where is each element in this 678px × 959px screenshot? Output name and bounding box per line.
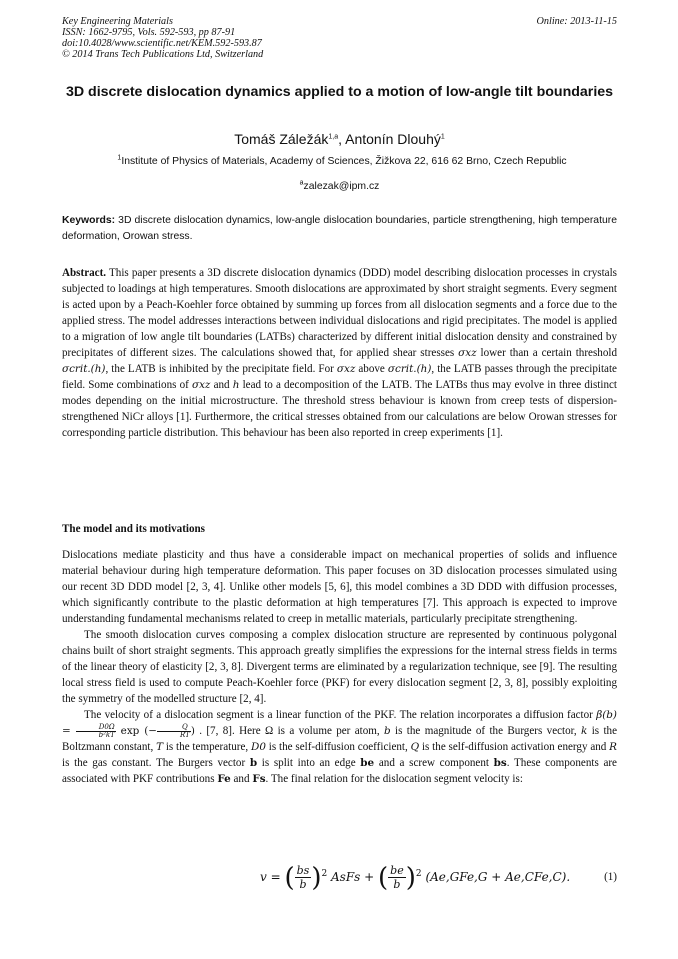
math-exp: exp bbox=[115, 725, 140, 737]
author-line bbox=[62, 131, 617, 147]
math-sigma-xz: σxz bbox=[336, 363, 356, 375]
math-vector: bs bbox=[493, 757, 507, 769]
author-name: Tomáš Záležák bbox=[234, 131, 329, 147]
eq-paren-left: ( bbox=[378, 862, 389, 893]
paragraph-text: The velocity of a dislocation segment is a linear function of the PKF. The relation incorporates a diffusion factor bbox=[84, 709, 597, 721]
math-h: h bbox=[232, 379, 240, 391]
math-vector: Fs bbox=[252, 773, 266, 785]
abstract-text: lower than a certain threshold bbox=[476, 347, 617, 359]
author-superscript: 1 bbox=[440, 133, 445, 141]
keywords-label: Keywords: bbox=[62, 215, 116, 226]
math-sigma-xz: σxz bbox=[458, 347, 477, 359]
affiliation-text: Institute of Physics of Materials, Academy of Sciences, Žižkova 22, 616 62 Brno, Czech Republic bbox=[121, 156, 567, 167]
author-superscript: 1,a bbox=[328, 133, 339, 141]
math-var: Q bbox=[410, 741, 420, 753]
math-var: T bbox=[156, 741, 164, 753]
eq-denominator: b bbox=[299, 878, 307, 891]
paragraph-text: is split into an edge bbox=[257, 757, 361, 769]
eq-exponent: 2 bbox=[415, 869, 422, 879]
online-date: Online: 2013-11-15 bbox=[536, 16, 617, 27]
email-superscript: a bbox=[299, 179, 304, 187]
math-beta: β(b) bbox=[596, 709, 617, 721]
running-header bbox=[62, 16, 617, 60]
fraction-denominator: RT bbox=[179, 730, 190, 739]
paragraph: Dislocations mediate plasticity and thus have a considerable impact on mechanical properties of solids and influence material behaviour during high temperature deformation. This paper focuses on 3D dislocation processes simulated using our recent 3D DDD model [2, 3, 4]. Unlike other models [5, 6], this model combines a 3D DDD with diffusion processes, which significantly contribute to the plastic deformation at high temperatures [7]. This approach is expected to improve understanding fundamental mechanisms related to creep in metallic materials, particularly precipitate strengthening. bbox=[62, 549, 617, 625]
paragraph-text: is the gas constant. The Burgers vector bbox=[62, 757, 250, 769]
author-name: Antonín Dlouhý bbox=[345, 131, 441, 147]
author-separator: , bbox=[338, 131, 346, 147]
email-address[interactable]: zalezak@ipm.cz bbox=[303, 181, 380, 192]
copyright-line: © 2014 Trans Tech Publications Ltd, Switzerland bbox=[62, 49, 264, 60]
paragraph: The smooth dislocation curves composing a complex dislocation structure are represented by continuous polygonal chains built of short straight segments. This approach greatly simplifies the expressions for the internal stress fields in terms of the linear theory of elasticity [2, 3, 8]. Divergent terms are eliminated by a regularization technique, see [9]. The resulting local stress field is used to compute Peach-Koehler force (PKF) for every dislocation segment [2, 3, 8], possibly exploiting the symmetry of the modelled structure [2, 4]. bbox=[62, 629, 617, 705]
paragraph-text: is the temperature, bbox=[163, 741, 252, 753]
email-line bbox=[62, 180, 617, 193]
abstract-text: and bbox=[210, 379, 233, 391]
journal-name: Key Engineering Materials bbox=[62, 16, 173, 27]
abstract-text: lead to a decomposition of the LATB. The LATBs thus may evolve in three distinct modes depending on the initial microstructure. The threshold stress behaviour is known from creep tests of dispersion-strengthened NiCr alloys [1]. Furthermore, the critical stresses obtained from our calculations are below Orowan stresses for corresponding particle distribution. This behaviour has been also reported in creep experiments [1]. bbox=[62, 379, 617, 439]
doi-line: doi:10.4028/www.scientific.net/KEM.592-593.87 bbox=[62, 38, 262, 49]
abstract-text: , the LATB is inhibited by the precipitate field. For bbox=[105, 363, 337, 375]
math-vector: be bbox=[360, 757, 375, 769]
math-fraction bbox=[76, 724, 116, 739]
eq-fraction bbox=[295, 864, 312, 891]
math-var: b bbox=[384, 725, 391, 737]
eq-numerator: bs bbox=[296, 864, 310, 877]
affiliation bbox=[62, 155, 622, 168]
eq-paren-left: ( bbox=[284, 862, 295, 893]
paper-title: 3D discrete dislocation dynamics applied to a motion of low-angle tilt boundaries bbox=[65, 84, 614, 100]
math-paren: (− bbox=[139, 725, 157, 737]
math-vector: Fe bbox=[217, 773, 231, 785]
eq-fraction bbox=[388, 864, 406, 891]
math-paren: ) bbox=[190, 725, 195, 737]
eq-term: (Ae,GFe,G + Ae,CFe,C). bbox=[421, 870, 571, 884]
math-sigma-crit: σcrit.(h) bbox=[387, 363, 432, 375]
eq-paren-right: ) bbox=[405, 862, 416, 893]
keywords bbox=[62, 213, 617, 245]
fraction-denominator: b²kT bbox=[98, 730, 115, 739]
paragraph-text: is the Boltzmann constant, bbox=[62, 725, 617, 753]
paragraph bbox=[62, 707, 617, 787]
issn-line: ISSN: 1662-9795, Vols. 592-593, pp 87-91 bbox=[62, 27, 236, 38]
paragraph-text: is the self-diffusion activation energy and bbox=[419, 741, 610, 753]
equation-1 bbox=[62, 858, 617, 906]
math-var: D0 bbox=[251, 741, 266, 753]
math-var: k bbox=[581, 725, 588, 737]
eq-exponent: 2 bbox=[321, 869, 328, 879]
section-heading: The model and its motivations bbox=[62, 523, 205, 535]
eq-numerator: be bbox=[390, 864, 404, 877]
equation-expression bbox=[260, 864, 570, 891]
eq-term: AsFs + bbox=[327, 870, 379, 884]
eq-paren-right: ) bbox=[311, 862, 322, 893]
paragraph-text: is the self-diffusion coefficient, bbox=[265, 741, 411, 753]
abstract-text: above bbox=[355, 363, 388, 375]
fraction-numerator: Q bbox=[157, 724, 191, 732]
eq-denominator: b bbox=[393, 878, 401, 891]
math-var: R bbox=[609, 741, 617, 753]
equation-number: (1) bbox=[604, 871, 617, 883]
paragraph-text: . These components are associated with PKF contributions bbox=[62, 757, 617, 785]
paragraph-text: and bbox=[230, 773, 253, 785]
math-vector: b bbox=[249, 757, 258, 769]
paragraph-text: is the magnitude of the Burgers vector, bbox=[390, 725, 582, 737]
fraction-numerator: D0Ω bbox=[76, 724, 116, 732]
abstract-text: , the LATB passes through the precipitate field. Some combinations of bbox=[62, 363, 617, 391]
keywords-text: 3D discrete dislocation dynamics, low-angle dislocation boundaries, particle strengthening, high temperature deformation, Orowan stress. bbox=[62, 215, 617, 242]
abstract-label: Abstract. bbox=[62, 267, 107, 279]
abstract-text: This paper presents a 3D discrete dislocation dynamics (DDD) model describing dislocation processes in crystals subjected to loadings at high temperatures. Smooth dislocations are approximated by short straight segments. Every segment is acted upon by a Peach-Koehler force obtained by summing up forces from all dislocation segments and a force due to the applied stress. The model addresses interactions between individual dislocations and rigid precipitates. The model is applied to a migration of low angle tilt boundaries (LATBs) characterized by different initial dislocation density and constrained by precipitates of different sizes. The calculations showed that, for applied shear stresses bbox=[62, 267, 617, 359]
math-sigma-crit: σcrit.(h) bbox=[62, 363, 106, 375]
math-operator: = bbox=[62, 725, 76, 737]
paragraph-text: . [7, 8]. Here Ω is a volume per atom, bbox=[194, 725, 385, 737]
paragraph-text: and a screw component bbox=[374, 757, 494, 769]
eq-lhs: v = bbox=[260, 870, 285, 884]
math-fraction bbox=[157, 724, 191, 739]
body-text bbox=[62, 547, 617, 787]
abstract bbox=[62, 265, 617, 441]
paragraph-text: . The final relation for the dislocation segment velocity is: bbox=[265, 773, 523, 785]
affiliation-superscript: 1 bbox=[117, 154, 122, 162]
math-sigma-xz: σxz bbox=[191, 379, 211, 391]
